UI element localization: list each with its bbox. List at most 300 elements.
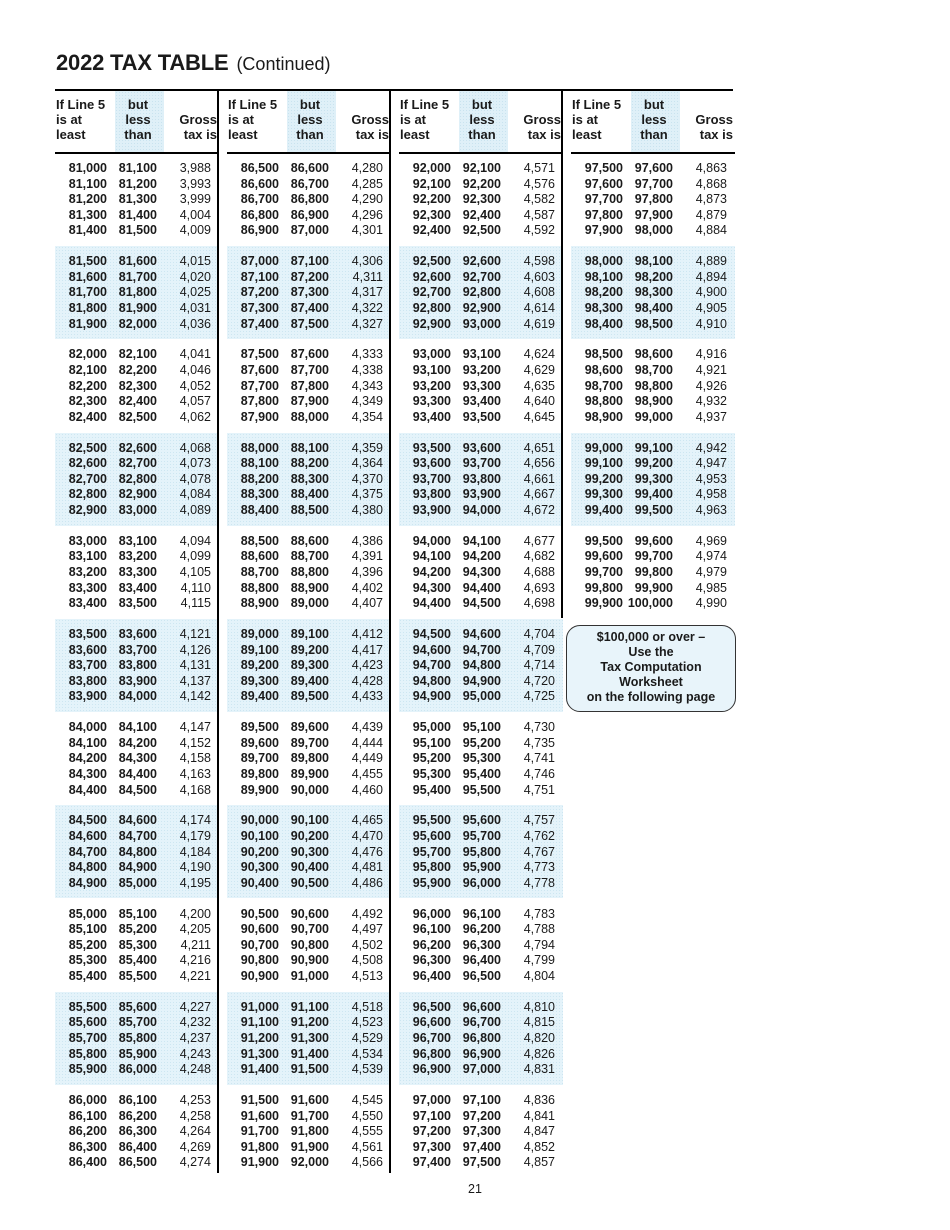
less-than-value: 99,900 (634, 580, 673, 595)
at-least-value: 86,100 (68, 1108, 107, 1123)
at-least-value: 84,900 (68, 875, 107, 890)
header-if-line-5: If Line 5 is at least (400, 97, 450, 142)
less-than-value: 87,400 (290, 300, 329, 315)
table-row (55, 658, 219, 674)
table-row (227, 829, 391, 845)
less-than-value: 96,900 (462, 1046, 501, 1061)
less-than-value: 88,800 (290, 564, 329, 579)
less-than-value: 98,800 (634, 378, 673, 393)
less-than-value: 89,100 (290, 627, 329, 641)
table-row (227, 953, 391, 969)
row-group (55, 899, 219, 992)
gross-tax-value: 4,571 (523, 161, 555, 175)
row-group (399, 246, 563, 339)
row-group (571, 339, 735, 432)
less-than-value: 91,800 (290, 1124, 329, 1139)
table-row (227, 751, 391, 767)
gross-tax-value: 4,084 (179, 487, 211, 502)
gross-tax-value: 4,831 (523, 1062, 555, 1077)
gross-tax-value: 4,285 (351, 176, 383, 191)
table-row (55, 922, 219, 938)
less-than-value: 84,200 (118, 735, 157, 750)
table-row (571, 285, 735, 301)
less-than-value: 82,500 (118, 409, 157, 424)
table-row (399, 767, 563, 783)
less-than-value: 81,300 (118, 192, 157, 207)
less-than-value: 88,200 (290, 456, 329, 471)
table-row (399, 751, 563, 767)
gross-tax-value: 4,152 (179, 735, 211, 750)
table-row (227, 285, 391, 301)
gross-tax-value: 4,094 (179, 533, 211, 548)
less-than-value: 86,000 (118, 1062, 157, 1077)
gross-tax-value: 4,815 (523, 1015, 555, 1030)
at-least-value: 81,300 (68, 207, 107, 222)
over-100000-note (566, 625, 736, 712)
at-least-value: 84,200 (68, 751, 107, 766)
gross-tax-value: 4,799 (523, 953, 555, 968)
less-than-value: 97,000 (462, 1062, 501, 1077)
table-row (55, 1124, 219, 1140)
gross-tax-value: 4,698 (523, 596, 555, 611)
table-row (571, 472, 735, 488)
header-gross-tax: Gross tax is (523, 112, 561, 142)
table-row (399, 301, 563, 317)
less-than-value: 88,000 (290, 409, 329, 424)
table-row (399, 565, 563, 581)
at-least-value: 92,300 (412, 207, 451, 222)
less-than-value: 93,100 (462, 347, 501, 362)
less-than-value: 84,500 (118, 782, 157, 797)
at-least-value: 86,300 (68, 1139, 107, 1154)
row-group (55, 339, 219, 432)
table-row (55, 192, 219, 208)
at-least-value: 94,800 (412, 673, 451, 688)
gross-tax-value: 4,449 (351, 751, 383, 766)
less-than-value: 99,100 (634, 440, 673, 455)
row-group (55, 1085, 219, 1178)
less-than-value: 81,900 (118, 300, 157, 315)
row-group (399, 153, 563, 246)
at-least-value: 88,200 (240, 471, 279, 486)
table-row (227, 254, 391, 270)
at-least-value: 91,100 (240, 1015, 279, 1030)
table-row (55, 208, 219, 224)
less-than-value: 88,900 (290, 580, 329, 595)
table-row (571, 379, 735, 395)
gross-tax-value: 4,873 (695, 192, 727, 207)
gross-tax-value: 4,566 (351, 1155, 383, 1170)
table-row (227, 860, 391, 876)
at-least-value: 94,400 (412, 596, 451, 611)
less-than-value: 90,200 (290, 828, 329, 843)
row-group (227, 526, 391, 619)
row-group (227, 805, 391, 898)
table-row (227, 394, 391, 410)
table-row (227, 922, 391, 938)
at-least-value: 84,600 (68, 828, 107, 843)
gross-tax-value: 4,417 (351, 642, 383, 657)
less-than-value: 85,400 (118, 953, 157, 968)
gross-tax-value: 4,322 (351, 300, 383, 315)
gross-tax-value: 4,391 (351, 549, 383, 564)
gross-tax-value: 4,248 (179, 1062, 211, 1077)
less-than-value: 95,200 (462, 735, 501, 750)
table-row (227, 410, 391, 426)
row-group (227, 246, 391, 339)
table-row (227, 565, 391, 581)
table-row (571, 363, 735, 379)
table-row (227, 1047, 391, 1063)
less-than-value: 98,700 (634, 362, 673, 377)
less-than-value: 94,400 (462, 580, 501, 595)
gross-tax-value: 4,078 (179, 471, 211, 486)
gross-tax-value: 4,746 (523, 766, 555, 781)
less-than-value: 86,300 (118, 1124, 157, 1139)
table-row (55, 1000, 219, 1016)
less-than-value: 86,800 (290, 192, 329, 207)
table-row (399, 907, 563, 923)
gross-tax-value: 4,847 (523, 1124, 555, 1139)
less-than-value: 85,600 (118, 999, 157, 1014)
gross-tax-value: 4,269 (179, 1139, 211, 1154)
at-least-value: 91,200 (240, 1030, 279, 1045)
gross-tax-value: 4,296 (351, 207, 383, 222)
gross-tax-value: 4,062 (179, 409, 211, 424)
less-than-value: 89,000 (290, 596, 329, 611)
gross-tax-value: 4,693 (523, 580, 555, 595)
less-than-value: 93,800 (462, 471, 501, 486)
table-row (571, 270, 735, 286)
table-row (399, 876, 563, 892)
less-than-value: 92,100 (462, 161, 501, 175)
gross-tax-value: 4,916 (695, 347, 727, 362)
table-row (227, 301, 391, 317)
gross-tax-value: 4,020 (179, 269, 211, 284)
table-row (227, 534, 391, 550)
gross-tax-value: 4,555 (351, 1124, 383, 1139)
table-row (55, 270, 219, 286)
header-gross-tax: Gross tax is (179, 112, 217, 142)
table-row (399, 379, 563, 395)
gross-tax-value: 4,508 (351, 953, 383, 968)
table-row (55, 860, 219, 876)
table-row (227, 783, 391, 799)
at-least-value: 89,400 (240, 689, 279, 704)
less-than-value: 97,600 (634, 161, 673, 175)
less-than-value: 84,800 (118, 844, 157, 859)
row-group (55, 246, 219, 339)
row-group (55, 153, 219, 246)
table-row (227, 223, 391, 239)
at-least-value: 87,200 (240, 285, 279, 300)
at-least-value: 96,700 (412, 1030, 451, 1045)
gross-tax-value: 4,343 (351, 378, 383, 393)
gross-tax-value: 4,550 (351, 1108, 383, 1123)
header-if-line-5: If Line 5 is at least (228, 97, 278, 142)
less-than-value: 93,400 (462, 394, 501, 409)
less-than-value: 90,300 (290, 844, 329, 859)
at-least-value: 95,300 (412, 766, 451, 781)
note-line: $100,000 or over – (596, 630, 706, 644)
less-than-value: 84,400 (118, 766, 157, 781)
gross-tax-value: 4,274 (179, 1155, 211, 1170)
table-row (227, 643, 391, 659)
gross-tax-value: 4,227 (179, 999, 211, 1014)
less-than-value: 92,200 (462, 176, 501, 191)
table-row (55, 596, 219, 612)
table-row (399, 938, 563, 954)
table-row (55, 317, 219, 333)
row-group (571, 153, 735, 246)
less-than-value: 92,300 (462, 192, 501, 207)
less-than-value: 92,600 (462, 254, 501, 269)
table-row (55, 751, 219, 767)
less-than-value: 91,600 (290, 1093, 329, 1107)
table-row (227, 674, 391, 690)
gross-tax-value: 4,667 (523, 487, 555, 502)
gross-tax-value: 4,953 (695, 471, 727, 486)
less-than-value: 98,500 (634, 316, 673, 331)
gross-tax-value: 4,741 (523, 751, 555, 766)
gross-tax-value: 4,619 (523, 316, 555, 331)
at-least-value: 94,100 (412, 549, 451, 564)
gross-tax-value: 4,370 (351, 471, 383, 486)
header-gross-tax: Gross tax is (695, 112, 733, 142)
at-least-value: 93,600 (412, 456, 451, 471)
gross-tax-value: 4,969 (695, 533, 727, 548)
table-row (55, 674, 219, 690)
gross-tax-value: 4,004 (179, 207, 211, 222)
at-least-value: 83,100 (68, 549, 107, 564)
at-least-value: 95,400 (412, 782, 451, 797)
gross-tax-value: 4,221 (179, 968, 211, 983)
at-least-value: 95,000 (412, 720, 451, 735)
header-but-less-than: but less than (468, 97, 496, 142)
at-least-value: 85,300 (68, 953, 107, 968)
gross-tax-value: 4,211 (180, 937, 211, 952)
less-than-value: 89,900 (290, 766, 329, 781)
gross-tax-value: 3,999 (179, 192, 211, 207)
gross-tax-value: 4,174 (179, 813, 211, 828)
less-than-value: 87,100 (290, 254, 329, 269)
gross-tax-value: 4,714 (523, 658, 555, 673)
at-least-value: 82,600 (68, 456, 107, 471)
gross-tax-value: 4,974 (695, 549, 727, 564)
gross-tax-value: 4,407 (351, 596, 383, 611)
gross-tax-value: 4,947 (695, 456, 727, 471)
less-than-value: 82,100 (118, 347, 157, 362)
gross-tax-value: 4,857 (523, 1155, 555, 1170)
at-least-value: 84,400 (68, 782, 107, 797)
table-row (227, 177, 391, 193)
at-least-value: 87,100 (240, 269, 279, 284)
table-row (399, 208, 563, 224)
gross-tax-value: 4,826 (523, 1046, 555, 1061)
at-least-value: 94,700 (412, 658, 451, 673)
at-least-value: 98,100 (584, 269, 623, 284)
less-than-value: 98,100 (634, 254, 673, 269)
gross-tax-value: 4,879 (695, 207, 727, 222)
column-header (571, 91, 735, 154)
at-least-value: 81,800 (68, 300, 107, 315)
table-row (55, 689, 219, 705)
at-least-value: 96,400 (412, 968, 451, 983)
less-than-value: 90,000 (290, 782, 329, 797)
gross-tax-value: 4,031 (179, 300, 211, 315)
gross-tax-value: 4,651 (523, 440, 555, 455)
less-than-value: 83,800 (118, 658, 157, 673)
gross-tax-value: 4,190 (179, 860, 211, 875)
table-row (55, 161, 219, 177)
less-than-value: 84,700 (118, 828, 157, 843)
at-least-value: 88,000 (240, 440, 279, 455)
less-than-value: 97,400 (462, 1139, 501, 1154)
less-than-value: 82,300 (118, 378, 157, 393)
gross-tax-value: 4,253 (179, 1093, 211, 1107)
less-than-value: 90,600 (290, 906, 329, 921)
at-least-value: 89,700 (240, 751, 279, 766)
table-row (55, 1093, 219, 1109)
gross-tax-value: 4,561 (351, 1139, 383, 1154)
less-than-value: 81,800 (118, 285, 157, 300)
at-least-value: 89,200 (240, 658, 279, 673)
less-than-value: 82,000 (118, 316, 157, 331)
less-than-value: 91,500 (290, 1062, 329, 1077)
at-least-value: 81,900 (68, 316, 107, 331)
at-least-value: 82,200 (68, 378, 107, 393)
at-least-value: 86,900 (240, 223, 279, 238)
table-row (55, 1031, 219, 1047)
table-row (399, 1047, 563, 1063)
table-row (399, 674, 563, 690)
less-than-value: 98,000 (634, 223, 673, 238)
table-row (55, 441, 219, 457)
at-least-value: 97,100 (412, 1108, 451, 1123)
gross-tax-value: 4,423 (351, 658, 383, 673)
gross-tax-value: 4,704 (523, 627, 555, 641)
at-least-value: 90,500 (240, 906, 279, 921)
less-than-value: 83,000 (118, 502, 157, 517)
row-group (55, 805, 219, 898)
column-divider (561, 91, 563, 618)
less-than-value: 94,100 (462, 533, 501, 548)
less-than-value: 85,500 (118, 968, 157, 983)
gross-tax-value: 4,476 (351, 844, 383, 859)
at-least-value: 91,500 (240, 1093, 279, 1107)
at-least-value: 90,400 (240, 875, 279, 890)
table-row (227, 472, 391, 488)
table-row (55, 845, 219, 861)
at-least-value: 98,500 (584, 347, 623, 362)
gross-tax-value: 4,232 (179, 1015, 211, 1030)
note-line: on the following page (586, 690, 716, 704)
row-group (55, 433, 219, 526)
table-row (571, 208, 735, 224)
less-than-value: 97,900 (634, 207, 673, 222)
gross-tax-value: 4,889 (695, 254, 727, 269)
row-group (55, 992, 219, 1085)
less-than-value: 87,000 (290, 223, 329, 238)
gross-tax-value: 4,465 (351, 813, 383, 828)
gross-tax-value: 4,492 (351, 906, 383, 921)
table-row (571, 410, 735, 426)
less-than-value: 91,700 (290, 1108, 329, 1123)
less-than-value: 98,400 (634, 300, 673, 315)
table-column-1 (55, 91, 219, 1170)
less-than-value: 96,800 (462, 1030, 501, 1045)
at-least-value: 99,000 (584, 440, 623, 455)
at-least-value: 97,700 (584, 192, 623, 207)
table-row (55, 938, 219, 954)
table-row (399, 643, 563, 659)
table-row (571, 441, 735, 457)
less-than-value: 88,100 (290, 440, 329, 455)
less-than-value: 93,900 (462, 487, 501, 502)
at-least-value: 92,700 (412, 285, 451, 300)
at-least-value: 91,700 (240, 1124, 279, 1139)
table-row (55, 503, 219, 519)
table-row (399, 1140, 563, 1156)
gross-tax-value: 4,243 (179, 1046, 211, 1061)
row-group (571, 433, 735, 526)
row-group (399, 619, 563, 712)
at-least-value: 99,900 (584, 596, 623, 611)
gross-tax-value: 4,317 (351, 285, 383, 300)
at-least-value: 88,400 (240, 502, 279, 517)
gross-tax-value: 4,110 (180, 580, 211, 595)
gross-tax-value: 4,126 (179, 642, 211, 657)
row-group (227, 992, 391, 1085)
less-than-value: 95,000 (462, 689, 501, 704)
at-least-value: 85,200 (68, 937, 107, 952)
less-than-value: 85,900 (118, 1046, 157, 1061)
less-than-value: 95,600 (462, 813, 501, 828)
gross-tax-value: 4,794 (523, 937, 555, 952)
less-than-value: 93,300 (462, 378, 501, 393)
table-row (55, 534, 219, 550)
less-than-value: 86,600 (290, 161, 329, 175)
table-row (55, 1015, 219, 1031)
gross-tax-value: 4,105 (179, 564, 211, 579)
less-than-value: 81,200 (118, 176, 157, 191)
less-than-value: 99,800 (634, 564, 673, 579)
gross-tax-value: 4,396 (351, 564, 383, 579)
at-least-value: 91,300 (240, 1046, 279, 1061)
gross-tax-value: 4,513 (351, 968, 383, 983)
at-least-value: 89,900 (240, 782, 279, 797)
table-row (399, 456, 563, 472)
note-line: Worksheet (619, 675, 683, 689)
gross-tax-value: 4,629 (523, 362, 555, 377)
table-row (55, 456, 219, 472)
less-than-value: 96,400 (462, 953, 501, 968)
table-row (227, 1000, 391, 1016)
at-least-value: 86,200 (68, 1124, 107, 1139)
at-least-value: 87,600 (240, 362, 279, 377)
table-row (227, 161, 391, 177)
table-row (227, 720, 391, 736)
table-row (571, 347, 735, 363)
row-group (227, 899, 391, 992)
gross-tax-value: 4,534 (351, 1046, 383, 1061)
at-least-value: 85,600 (68, 1015, 107, 1030)
less-than-value: 95,500 (462, 782, 501, 797)
less-than-value: 91,300 (290, 1030, 329, 1045)
gross-tax-value: 4,025 (179, 285, 211, 300)
header-but-less-than: but less than (124, 97, 152, 142)
table-row (227, 1015, 391, 1031)
